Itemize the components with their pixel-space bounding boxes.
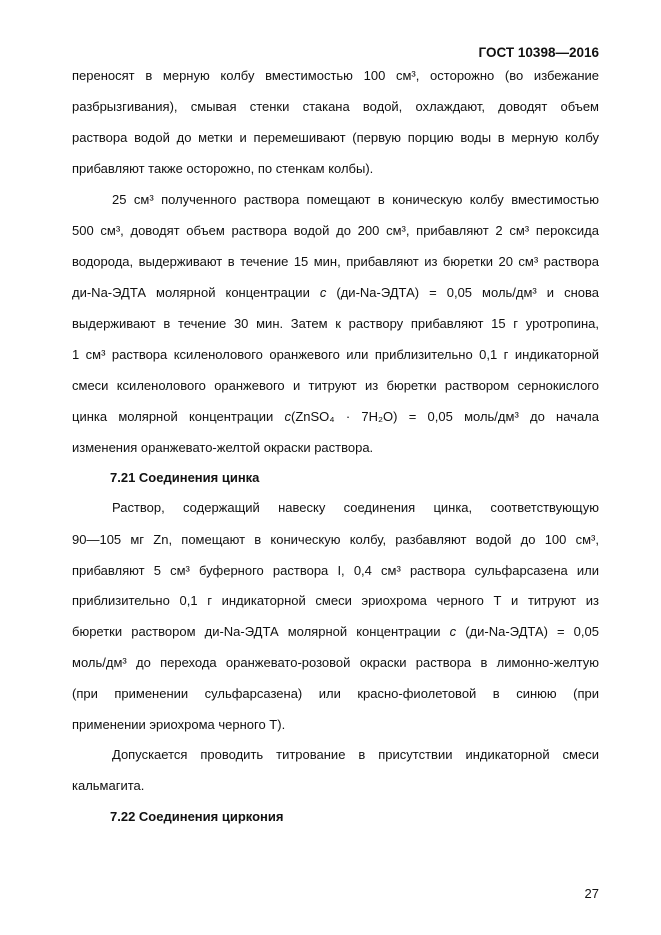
- text-line: кальмагита.: [72, 778, 145, 793]
- text-line: 90—105 мг Zn, помещают в коническую колбу, разбавляют водой до 100 см³,: [72, 532, 599, 547]
- document-header: ГОСТ 10398—2016: [478, 45, 599, 60]
- text-line: 25 см³ полученного раствора помещают в коническую колбу вместимостью: [112, 192, 599, 207]
- text-line: прибавляют 5 см³ буферного раствора I, 0,4 см³ раствора сульфарсазена или: [72, 563, 599, 578]
- section-heading: 7.21 Соединения цинка: [110, 470, 260, 485]
- section-heading: 7.22 Соединения циркония: [110, 809, 284, 824]
- text-line: цинка молярной концентрации c(ZnSO₄ · 7H₂O) = 0,05 моль/дм³ до начала: [72, 409, 599, 424]
- text-line: раствора водой до метки и перемешивают (первую порцию воды в мерную колбу: [72, 130, 599, 145]
- text-line: Допускается проводить титрование в присутствии индикаторной смеси: [112, 747, 599, 762]
- text-line: смеси ксиленолового оранжевого и титруют из бюретки раствором сернокислого: [72, 378, 599, 393]
- text-line: Раствор, содержащий навеску соединения цинка, соответствующую: [112, 500, 599, 515]
- text-line: приблизительно 0,1 г индикаторной смеси эриохрома черного Т и титруют из: [72, 593, 599, 608]
- text-line: изменения оранжевато-желтой окраски раствора.: [72, 440, 374, 455]
- text-line: моль/дм³ до перехода оранжевато-розовой окраски раствора в лимонно-желтую: [72, 655, 599, 670]
- text-line: прибавляют также осторожно, по стенкам колбы).: [72, 161, 374, 176]
- text-line: (при применении сульфарсазена) или красно-фиолетовой в синюю (при: [72, 686, 599, 701]
- page-number: 27: [584, 886, 599, 901]
- text-line: 500 см³, доводят объем раствора водой до 200 см³, прибавляют 2 см³ пероксида: [72, 223, 599, 238]
- text-line: применении эриохрома черного Т).: [72, 717, 286, 732]
- text-line: водорода, выдерживают в течение 15 мин, прибавляют из бюретки 20 см³ раствора: [72, 254, 599, 269]
- text-line: выдерживают в течение 30 мин. Затем к раствору прибавляют 15 г уротропина,: [72, 316, 599, 331]
- text-line: 1 см³ раствора ксиленолового оранжевого или приблизительно 0,1 г индикаторной: [72, 347, 599, 362]
- text-line: бюретки раствором ди-Na-ЭДТА молярной концентрации c (ди-Na-ЭДТА) = 0,05: [72, 624, 599, 639]
- text-line: разбрызгивания), смывая стенки стакана водой, охлаждают, доводят объем: [72, 99, 599, 114]
- text-line: переносят в мерную колбу вместимостью 100 см³, осторожно (во избежание: [72, 68, 599, 83]
- text-line: ди-Na-ЭДТА молярной концентрации c (ди-Na-ЭДТА) = 0,05 моль/дм³ и снова: [72, 285, 599, 300]
